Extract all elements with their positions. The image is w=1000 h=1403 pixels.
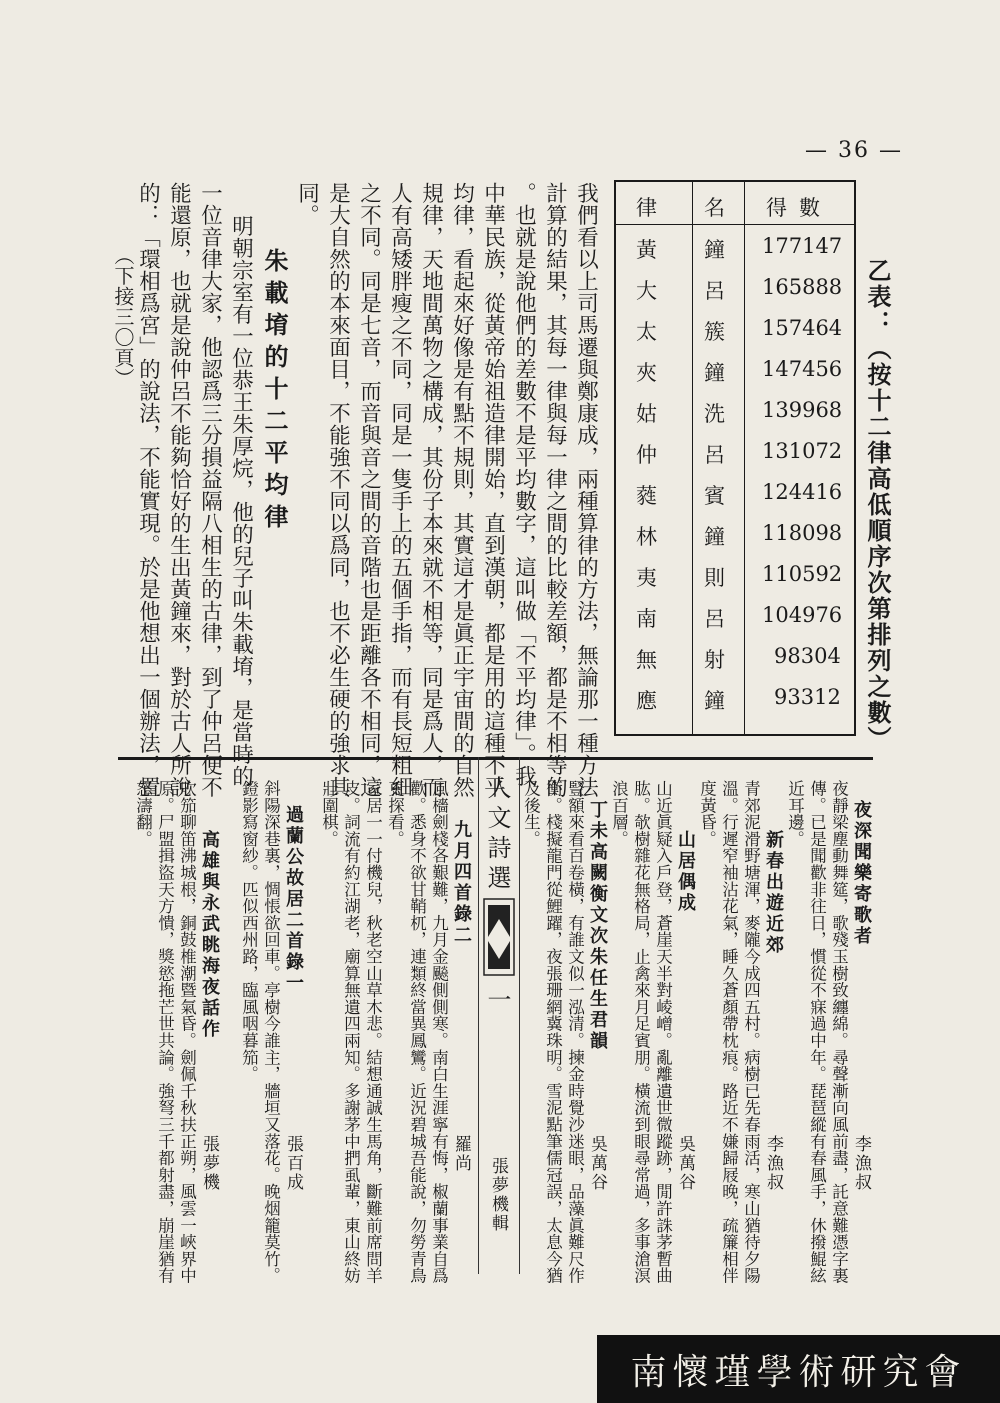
row-ming: 鐘 xyxy=(704,689,725,713)
row-value: 131072 xyxy=(762,439,843,463)
poem-author: 羅尚 xyxy=(451,1135,471,1173)
row-value: 104976 xyxy=(762,603,843,627)
poem-title: 新春出遊近郊 xyxy=(763,830,784,956)
row-lu: 林 xyxy=(636,525,657,549)
watermark-banner: 南懷瑾學術研究會 xyxy=(597,1335,1000,1403)
pitch-table xyxy=(614,180,856,736)
body-text-column: 中華民族，從黃帝始祖造律開始，直到漢朝，都是用的這種不平 xyxy=(480,182,506,798)
page-number: — 36 — xyxy=(805,138,903,163)
row-ming: 射 xyxy=(704,648,725,672)
poem-author: 吳萬谷 xyxy=(587,1135,607,1192)
poem-line: 風檣劍棧各艱難，九月金飈側側寒。南白生涯寧有悔，椒蘭事業自爲 xyxy=(429,780,449,1284)
body-text-column: 人有高矮胖瘦之不同，同是一隻手上的五個手指，而有長短粗細 xyxy=(387,182,413,798)
poem-line: 衡。棧擬龍門從鯉躍，夜張珊網冀珠明。雪泥點筆儒冠誤，太息今猶 xyxy=(543,780,563,1284)
poem-line: 傳。已是聞歡非往日，慣從不寐過中年。琵琶縱有春風手，休撥鯤絃 xyxy=(807,780,827,1284)
poem-line: 家居一一付機兒，秋老空山草木悲。結想通誠生馬角，斷難前席問羊 xyxy=(363,780,383,1284)
poem-title: 過蘭公故居二首錄一 xyxy=(283,805,304,994)
row-value: 110592 xyxy=(762,562,843,586)
poetry-editor: 張夢機輯 xyxy=(488,1157,508,1233)
poem-line: 近耳邊。 xyxy=(785,780,805,848)
table-header-lu: 律 xyxy=(636,196,657,220)
poem-author: 張夢機 xyxy=(199,1135,219,1192)
poem-line: 及後生。 xyxy=(521,780,541,848)
poem-line: 夜靜梁塵動舞筵，歌殘玉樹致纏綿。尋聲漸向風前盡，託意難憑字裏 xyxy=(829,780,849,1284)
poem-title: 九月四首錄二 xyxy=(451,820,472,946)
poem-line: 山近眞疑入戶登，蒼崖天半對崚嶒。亂離遺世微蹤跡，閒許誅茅暫曲 xyxy=(653,780,673,1284)
poem-line: 吹笳聊笛沸城根，銅鼓椎潮暨氣昏。劍佩千秋扶正朔，風雲一峽界中 xyxy=(177,780,197,1284)
body-text-column: 規律，天地間萬物之構成，其份子本來就不相等，同是爲人，而 xyxy=(418,182,444,798)
row-lu: 夾 xyxy=(636,361,657,385)
row-ming: 洗 xyxy=(704,402,725,426)
row-ming: 呂 xyxy=(704,279,725,303)
poem-line: 溫。行遲窄袖沾花氣，睡久蒼顏帶枕痕。路近不嫌歸屐晚，疏簾相伴 xyxy=(719,780,739,1284)
poem-title: 山居偶成 xyxy=(675,830,696,914)
poem-title: 夜深聞樂寄歌者 xyxy=(851,800,872,947)
poem-line: 皮。詞流有約江湖老，廟算無遺四兩知。多謝茅中捫虱輩，東山終妨 xyxy=(341,780,361,1284)
poetry-banner-title: 人文詩選 xyxy=(483,775,511,895)
body-text-column: 計算的結果，其每一律與每一律之間的比較差額，都是不相等的 xyxy=(542,182,568,798)
row-value: 147456 xyxy=(762,357,843,381)
row-lu: 南 xyxy=(636,607,657,631)
row-value: 93312 xyxy=(774,685,841,709)
row-ming: 則 xyxy=(704,566,725,590)
row-ming: 鐘 xyxy=(704,361,725,385)
row-lu: 太 xyxy=(636,320,657,344)
table-header-shu: 得數 xyxy=(766,196,832,220)
body-text-column: 均律，看起來好像是有點不規則，其實這才是眞正宇宙間的自然 xyxy=(449,182,475,798)
body-text-column: 同。 xyxy=(294,182,320,226)
poem-author: 李漁叔 xyxy=(851,1135,871,1192)
body-text-column: 我們看以上司馬遷與鄭康成，兩種算律的方法，無論那一種方法 xyxy=(573,182,599,798)
body-text-column: 是大自然的本來面目，不能強不同以爲同，也不必生硬的強求其 xyxy=(325,182,351,798)
poem-line: 青郊泥滑野塘渾，麥隴今成四五村。病樹已先春雨活，寒山猶待夕陽 xyxy=(741,780,761,1284)
row-lu: 姑 xyxy=(636,402,657,426)
row-lu: 黃 xyxy=(636,238,657,262)
poem-author: 張百成 xyxy=(283,1135,303,1192)
row-lu: 大 xyxy=(636,279,657,303)
row-value: 157464 xyxy=(762,316,843,340)
poem-line: 度黃昏。 xyxy=(697,780,717,848)
row-ming: 賓 xyxy=(704,484,725,508)
poetry-banner-number: 一 xyxy=(483,987,511,1017)
row-lu: 夷 xyxy=(636,566,657,590)
poem-line: 浪百層。 xyxy=(609,780,629,848)
section-text-column: 一位音律大家，他認爲三分損益隔八相生的古律，到了仲呂便不 xyxy=(197,182,223,798)
section-text-column: 的：「環相爲宮」的說法，不能實現。於是他想出一個辦法，置 xyxy=(135,182,161,798)
continued-note: （下接三〇頁） xyxy=(111,245,135,389)
section-title: 朱載堉的十二平均律 xyxy=(260,248,289,536)
row-value: 118098 xyxy=(762,521,843,545)
poem-line: 鐙影寫窗紗。匹似西州路，臨風咽暮笳。 xyxy=(239,780,259,1083)
poem-line: 更探看。 xyxy=(385,780,405,848)
poem-line: 肱。欹樹雜花無格局，止禽來月足賓朋。橫流到眼尋常過，多事滄溟 xyxy=(631,780,651,1284)
poem-line: 歡。悉身不欲甘鞘杌，連類終當異鳳鸞。近況碧城吾能說，勿勞青鳥 xyxy=(407,780,427,1284)
body-text-column: 。也就是說他們的差數不是平均數字，這叫做「不平均律」。我 xyxy=(511,182,537,788)
poem-title: 丁未高闕衡文次朱任生君韻 xyxy=(587,800,608,1052)
body-text-column: 之不同。同是七音，而音與音之間的音階也是距離各不相同，這 xyxy=(356,182,382,798)
row-ming: 鐘 xyxy=(704,238,725,262)
row-value: 98304 xyxy=(774,644,841,668)
poem-title: 高雄與永武眺海夜話作 xyxy=(199,830,220,1040)
row-value: 165888 xyxy=(762,275,843,299)
section-text-column: 能還原，也就是說仲呂不能夠恰好的生出黃鐘來，對於古人所說 xyxy=(166,182,192,798)
poem-line: 豎額來看百卷橫，有誰文似一泓清。揀金時覺沙迷眼，品藻眞難尺作 xyxy=(565,780,585,1284)
row-value: 177147 xyxy=(762,234,843,258)
banner-ornament-icon xyxy=(482,897,516,977)
poem-author: 吳萬谷 xyxy=(675,1135,695,1192)
row-ming: 簇 xyxy=(704,320,725,344)
poetry-banner xyxy=(478,757,520,1274)
row-value: 139968 xyxy=(762,398,843,422)
row-lu: 無 xyxy=(636,648,657,672)
row-value: 124416 xyxy=(762,480,843,504)
row-ming: 呂 xyxy=(704,443,725,467)
section-text-column: 明朝宗室有一位恭王朱厚烷，他的兒子叫朱載堉，是當時的 xyxy=(228,215,254,787)
row-lu: 應 xyxy=(636,689,657,713)
row-lu: 仲 xyxy=(636,443,657,467)
row-lu: 蕤 xyxy=(636,484,657,508)
table-caption: 乙表：（按十二律高低順序次第排列之數） xyxy=(863,258,892,752)
row-ming: 鐘 xyxy=(704,525,725,549)
row-ming: 呂 xyxy=(704,607,725,631)
table-header-ming: 名 xyxy=(704,196,725,220)
poem-author: 李漁叔 xyxy=(763,1135,783,1192)
poem-line: 怒濤翻。 xyxy=(133,780,153,848)
poem-line: 斜陽深巷裏，惆悵欲回車。亭樹今誰主，牆垣又落花。晚烟籠莫竹。 xyxy=(261,780,281,1284)
poem-line: 原。尸盟揖盜天方憒，獎慾拖芒世共論。強弩三千都射盡，崩崖猶有 xyxy=(155,780,175,1284)
poem-line: 壯圍棋。 xyxy=(319,780,339,848)
